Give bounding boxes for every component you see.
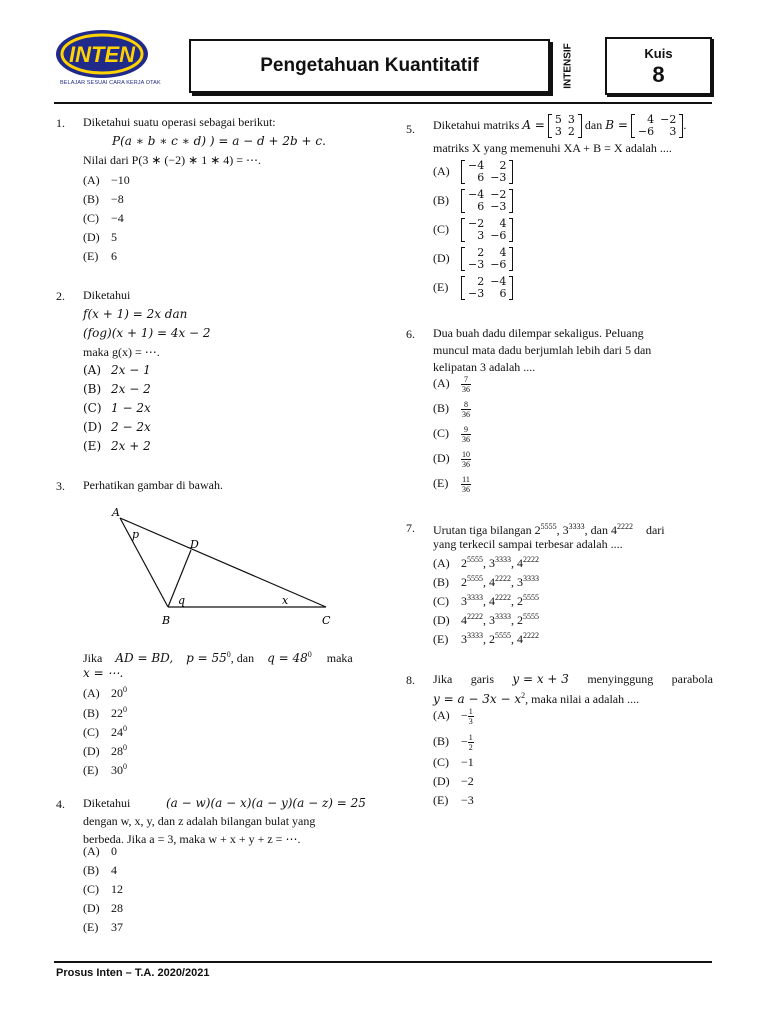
option-c[interactable]: (C) $3^{3333}$, $4^{2222}$, $2^{5555}$: [433, 593, 539, 608]
intensif-label: INTENSIF: [562, 43, 574, 89]
option-a[interactable]: (A) −10: [83, 173, 130, 187]
matrix-b: 4 −2 −6 3: [631, 114, 683, 138]
option-a[interactable]: (A) $\frac{7}{36}$: [433, 375, 470, 394]
question-text: Dua buah dadu dilempar sekaligus. Peluang: [433, 326, 644, 340]
option-c[interactable]: (C) −1: [433, 755, 474, 769]
footer-text: Prosus Inten – T.A. 2020/2021: [56, 967, 210, 979]
option-e[interactable]: (E) −3: [433, 793, 474, 807]
option-b[interactable]: (B) $\frac{8}{36}$: [433, 400, 470, 419]
page-title: Pengetahuan Kuantitatif: [260, 55, 479, 76]
formula: (a − w)(a − x)(a − y)(a − z) = 25: [166, 796, 366, 810]
vertex-d: D: [190, 538, 199, 551]
vertex-b: B: [162, 614, 171, 627]
option-d[interactable]: (D) $\frac{10}{36}$: [433, 450, 470, 469]
question-number: 5.: [406, 122, 415, 136]
question-text: yang terkecil sampai terbesar adalah ....: [433, 537, 623, 551]
triangle-figure: [100, 500, 340, 630]
option-b[interactable]: (B) −4 −2 6 −3: [433, 189, 513, 213]
question-text: Jika AD = BD, $p = 55^0$, dan $q = 48^0$ maka: [83, 650, 353, 665]
option-b[interactable]: (B) 2x − 2: [83, 382, 151, 396]
question-text: matriks X yang memenuhi XA + B = X adalah ....: [433, 141, 672, 155]
question-text: Urutan tiga bilangan $2^{5555}$, $3^{3333}$, dan $4^{2222}$ dari: [433, 522, 665, 537]
question-number: 3.: [56, 479, 65, 493]
option-d[interactable]: (D) 2 − 2x: [83, 420, 151, 434]
quiz-label: Kuis: [644, 46, 673, 61]
option-c[interactable]: (C) 12: [83, 882, 123, 896]
question-text: Jika garis y = x + 3 menyinggung parabola: [433, 672, 713, 686]
option-matrix: 2 4 −3 −6: [461, 247, 513, 271]
question-text: berbeda. Jika a = 3, maka w + x + y + z = ⋯.: [83, 832, 301, 846]
option-matrix: 2 −4 −3 6: [461, 276, 513, 300]
option-b[interactable]: (B) − $\frac{1}{2}$: [433, 733, 473, 752]
logo-tagline: BELAJAR SESUAI CARA KERJA OTAK: [60, 80, 161, 86]
question-text: muncul mata dadu berjumlah lebih dari 5 dan: [433, 343, 652, 357]
question-text: Nilai dari P(3 ∗ (−2) ∗ 1 ∗ 4) = ⋯.: [83, 153, 262, 167]
option-d[interactable]: (D) 2 4 −3 −6: [433, 247, 513, 271]
option-d[interactable]: (D) −2: [433, 774, 474, 788]
vertex-a: A: [112, 506, 120, 519]
angle-q: q: [178, 594, 186, 607]
header-divider: [54, 102, 712, 104]
option-e[interactable]: (E) 2x + 2: [83, 439, 151, 453]
question-text: $y = a - 3x - x^2$, maka nilai a adalah ....: [433, 691, 640, 706]
svg-text:INTEN: INTEN: [69, 42, 135, 67]
option-a[interactable]: (A) 0: [83, 844, 117, 858]
question-number: 7.: [406, 521, 415, 535]
question-number: 8.: [406, 673, 415, 687]
option-a[interactable]: (A) − $\frac{1}{3}$: [433, 707, 473, 726]
option-c[interactable]: (C) −4: [83, 211, 124, 225]
question-text: dengan w, x, y, dan z adalah bilangan bulat yang: [83, 814, 316, 828]
option-b[interactable]: (B) $22^0$: [83, 705, 127, 720]
question-text: maka g(x) = ⋯.: [83, 345, 160, 359]
option-c[interactable]: (C) $24^0$: [83, 724, 127, 739]
matrix-a: 5 3 3 2: [548, 114, 582, 138]
option-c[interactable]: (C) $\frac{9}{36}$: [433, 425, 470, 444]
question-text: Perhatikan gambar di bawah.: [83, 478, 223, 492]
vertex-c: C: [322, 614, 331, 627]
option-matrix: −4 −2 6 −3: [461, 189, 513, 213]
formula: x = ⋯.: [83, 666, 124, 680]
angle-p: p: [132, 528, 140, 541]
question-number: 1.: [56, 116, 65, 130]
option-a[interactable]: (A) 2x − 1: [83, 363, 151, 377]
option-e[interactable]: (E) $\frac{11}{36}$: [433, 475, 470, 494]
option-b[interactable]: (B) $2^{5555}$, $4^{2222}$, $3^{3333}$: [433, 574, 539, 589]
option-a[interactable]: (A) −4 2 6 −3: [433, 160, 513, 184]
question-number: 6.: [406, 327, 415, 341]
option-d[interactable]: (D) $4^{2222}$, $3^{3333}$, $2^{5555}$: [433, 612, 539, 627]
question-text: Diketahui: [83, 288, 131, 302]
formula: P(a ∗ b ∗ c ∗ d) ) = a − d + 2b + c.: [112, 134, 326, 148]
formula: f(x + 1) = 2x dan: [83, 307, 188, 321]
question-number: 4.: [56, 797, 65, 811]
option-e[interactable]: (E) 37: [83, 920, 123, 934]
option-matrix: −4 2 6 −3: [461, 160, 513, 184]
option-a[interactable]: (A) $2^{5555}$, $3^{3333}$, $4^{2222}$: [433, 555, 539, 570]
option-c[interactable]: (C) 1 − 2x: [83, 401, 151, 415]
option-a[interactable]: (A) $20^0$: [83, 685, 127, 700]
option-d[interactable]: (D) $28^0$: [83, 743, 127, 758]
formula: (fog)(x + 1) = 4x − 2: [83, 326, 211, 340]
option-d[interactable]: (D) 28: [83, 901, 123, 915]
angle-x: x: [282, 594, 289, 607]
question-number: 2.: [56, 289, 65, 303]
option-d[interactable]: (D) 5: [83, 230, 117, 244]
option-e[interactable]: (E) 6: [83, 249, 117, 263]
question-text: Diketahui matriks A = 5 3 3 2 dan B = 4 −2 −6 3 .: [433, 113, 687, 138]
option-matrix: −2 4 3 −6: [461, 218, 513, 242]
option-c[interactable]: (C) −2 4 3 −6: [433, 218, 513, 242]
option-e[interactable]: (E) $30^0$: [83, 762, 127, 777]
option-b[interactable]: (B) 4: [83, 863, 117, 877]
question-text: Diketahui suatu operasi sebagai berikut:: [83, 115, 276, 129]
option-b[interactable]: (B) −8: [83, 192, 124, 206]
quiz-number: 8: [652, 62, 665, 87]
option-e[interactable]: (E) 2 −4 −3 6: [433, 276, 513, 300]
footer-divider: [54, 961, 712, 963]
option-e[interactable]: (E) $3^{3333}$, $2^{5555}$, $4^{2222}$: [433, 631, 539, 646]
question-text: Diketahui: [83, 796, 131, 810]
question-text: kelipatan 3 adalah ....: [433, 360, 536, 374]
inten-logo: [54, 28, 158, 84]
